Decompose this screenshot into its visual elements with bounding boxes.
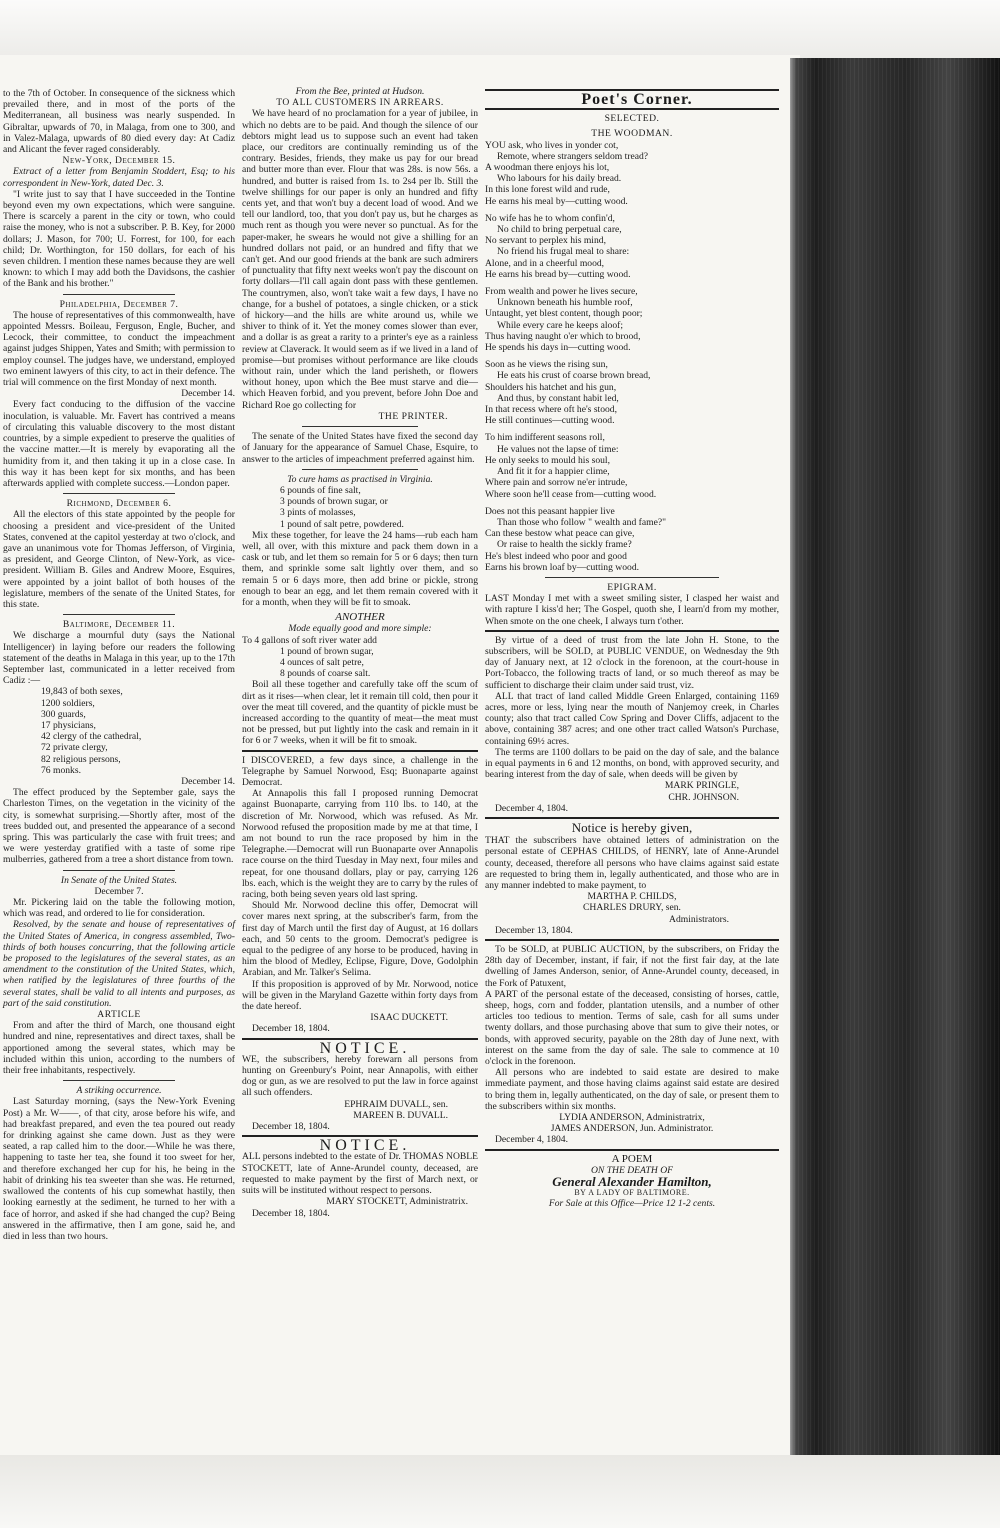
divider	[63, 614, 175, 615]
poem-line: No wife has he to whom confin'd,	[485, 212, 615, 224]
poem-title: THE WOODMAN.	[591, 128, 673, 140]
poem-line: No servant to perplex his mind,	[485, 235, 606, 247]
deaths-item: 1200 soldiers,	[41, 697, 95, 709]
poem-line: No child to bring perpetual care,	[497, 224, 622, 236]
lydia-signature: LYDIA ANDERSON, Administratrix,	[559, 1112, 705, 1124]
poem-ad-name: General Alexander Hamilton,	[552, 1174, 712, 1190]
gale-news: The effect produced by the September gale, says the Charleston Times, on the vegetation in the vicinity of the city, is somewhat surprising.—Shortly after, most of the trees budded out, and presented the appearance of a second spring. This was particularly the case with fruit trees; and we were yesterday gratified with a taste of some ripe mulberries, gathered from a tree a short distance from town.	[3, 787, 235, 866]
dateline: December 18, 1804.	[252, 1207, 330, 1219]
stockett-signature: MARY STOCKETT, Administratrix.	[326, 1196, 468, 1208]
annapolis-race: At Annapolis this fall I proposed running Democrat against Buonaparte, carrying from 110 lbs. to 140, at the discretion of Mr. Norwood, which was refused. As Mr. Norwood refused the proposition made by me at that time, I am not bound to run the race proposed by him in the Telegraphe.—Democrat will run Buonaparte over Annapolis race course on the third Tuesday in May next, four miles and repeat, for one thousand dollars, play or pay, carrying 126 lbs. each, which is the weight they are to carry by the rules of racing, both being seven years old last spring.	[242, 788, 478, 901]
debts-notice: All persons who are indebted to said estate are desired to make immediate payment, and those having claims against said estate are desired to bring them in, legally authenticated, on the day of sale, or present them to the subscribers within six months.	[485, 1067, 779, 1112]
senate-chase: The senate of the United States have fixed the second day of January for the appearance of Samuel Chase, Esquire, to answer to the articles of impeachment preferred against him.	[242, 431, 478, 465]
divider	[242, 750, 478, 752]
cure-instructions: Mix these together, for leave the 24 hams—rub each ham well, all over, with this mixture and pack them down in a cask or tub, and let them so remain for 5 or 6 days; then turn them, and sprinkle some salt lightly over them, and so remain 5 or 6 days more, then add brine or pickle, strong enough to bear an egg, and let them remain covered with it for a month, when they will be fit to smoak.	[242, 529, 478, 608]
poem-line: He spends his days in—cutting wood.	[485, 342, 631, 354]
vaccine-news: Every fact conducing to the diffusion of the vaccine inoculation, is valuable. Mr. Favert has contrived a means of circulating this valuable discovery to the most distant countries, by a simple expedient to preserve the qualities of the vaccine matter.—It is merely by evaporating all the humidity from it, and then taking it up in a close case. In this way it has been kept for six months, and has been afterwards applied with complete success.—London paper.	[3, 399, 235, 489]
malaga-news: to the 7th of October. In consequence of the sickness which prevailed there, and in most of the ports of the Mediterranean, all business was nearly suspended. In Gibraltar, upwards of 70, in Malaga, from one to 300, and in Valez-Malaga, upwards of 80 died every day: At Cadiz and Alicant the fever raged considerably.	[3, 88, 235, 156]
striking-story: Last Saturday morning, (says the New-York Evening Post) a Mr. W——, of that city, arose before his wife, and had breakfast prepared, and even the tea poured out ready for drinking against she came down. Just as they were seated, a rap called him to the door.—While he was there, happening to taste her tea, she found it too sweet for her, and therefore exchanged her cup for his, he being in the habit of drinking his tea sweeter than she was. He returned, swallowed the contents of his cup somewhat hastily, then looking earnestly at the sediment, he turned to her with a face of horror, and asked if she had changed the cup? Being answered in the affirmative, then I am gone, said he, and died in less than two hours.	[3, 1096, 235, 1242]
dateline: December 4, 1804.	[495, 1134, 568, 1146]
poem-line: Earns his brown loaf by—cutting wood.	[485, 561, 640, 573]
recipe-item: To 4 gallons of soft river water add	[242, 634, 377, 646]
poem-line: Untaught, yet blest content, though poor;	[485, 308, 643, 320]
recipe-item: 1 pound of brown sugar,	[280, 645, 374, 657]
poem-line: And fit it for a happier clime,	[497, 466, 610, 478]
deaths-item: 300 guards,	[41, 708, 86, 720]
poem-line: Remote, where strangers seldom tread?	[497, 150, 649, 162]
divider	[63, 294, 175, 295]
recipe-item: 3 pounds of brown sugar, or	[280, 496, 388, 508]
dateline: December 7.	[94, 885, 144, 897]
dateline: December 4, 1804.	[495, 802, 568, 814]
ny-extract: Extract of a letter from Benjamin Stoddert, Esq; to his correspondent in New-York, dated Dec. 3.	[3, 166, 235, 189]
poem-line: Thus having naught o'er which to brood,	[485, 330, 641, 342]
woodman-poem	[485, 140, 779, 573]
hunting-notice: WE, the subscribers, hereby forewarn all persons from hunting on Greenbury's Point, near Annapolis, with either dog or gun, as we are resolved to put the law in force against all such offenders.	[242, 1053, 478, 1099]
estate-sale: A PART of the personal estate of the deceased, consisting of horses, cattle, sheep, hogs, corn and fodder, plantation utensils, and a number of other articles too tedious to mention. Terms of sale, cash for all sums under twenty dollars, and those purchasing above that sum to give their notes, or bonds, with approved security, payable on the 28th day of June next, with interest on the same from the day of sale. The sale to commence at 10 o'clock in the forenoon.	[485, 988, 779, 1068]
divider	[545, 577, 719, 578]
book-binding	[790, 58, 1000, 1458]
proposition-note: If this proposition is approved of by Mr. Norwood, notice will be given in the Maryland Gazette within forty days from the date hereof.	[242, 978, 478, 1013]
poem-line: He eats his crust of coarse brown bread,	[497, 370, 651, 382]
richmond-news: All the electors of this state appointed by the people for choosing a president and vice-president of the United States, convened at the capitol yesterday at two o'clock, and gave an unanimous vote for Thomas Jefferson, of Virginia, as president, and George Clinton, of New-York, as vice-president. William B. Giles and Andrew Moore, Esquires, were appointed by a joint ballot of both houses of the legislature, members of the senate of the United States, for this state.	[3, 509, 235, 610]
poem-line: Who labours for his daily bread.	[497, 173, 622, 185]
senate-heading: In Senate of the United States.	[60, 874, 178, 886]
poem-line: He's blest indeed who poor and good	[485, 550, 627, 562]
poem-line: Soon as he views the rising sun,	[485, 359, 608, 371]
resolution: Resolved, by the senate and house of representatives of the United States of America, in congress assembled, Two-thirds of both houses concurring, that the following article be proposed to the legislatures of the several states, as an amendment to the constitution of the United States, which, when ratified by the legislatures of three fourths of the several states, shall be valid to all intents and purposes, as part of the said constitution.	[3, 919, 235, 1009]
duvall-signature: EPHRAIM DUVALL, sen.	[344, 1098, 448, 1110]
baltimore-dateline: Baltimore, December 11.	[62, 619, 176, 631]
james-signature: JAMES ANDERSON, Jun. Administrator.	[550, 1123, 714, 1135]
poem-line: In this lone forest wild and rude,	[485, 184, 610, 196]
divider	[63, 1080, 175, 1081]
deaths-item: 42 clergy of the cathedral,	[41, 731, 142, 743]
poem-line: Does not this peasant happier live	[485, 505, 615, 517]
richmond-dateline: Richmond, December 6.	[66, 498, 172, 510]
dateline: December 13, 1804.	[495, 924, 573, 936]
notice-heading: NOTICE.	[319, 1039, 411, 1057]
poem-ad-price: For Sale at this Office—Price 12 1-2 cents.	[548, 1198, 716, 1210]
deaths-item: 19,843 of both sexes,	[41, 686, 123, 698]
dateline: December 14.	[181, 775, 235, 787]
deaths-item: 76 monks.	[41, 764, 81, 776]
column-2	[242, 86, 478, 1219]
page-top-margin	[0, 0, 1000, 60]
poem-line: A woodman there enjoys his lot,	[485, 162, 610, 174]
cure-heading: To cure hams as practised in Virginia.	[287, 473, 433, 485]
striking-heading: A striking occurrence.	[76, 1085, 162, 1097]
recipe-item: 6 pounds of fine salt,	[280, 484, 361, 496]
poem-line: Or raise to health the sickly frame?	[497, 539, 632, 551]
another-instructions: Boil all these together and carefully take off the scum of dirt as it rises—when clear, let it remain till cold, then pour it over the meat till covered, and the quantity of pickle must be increased according to the quantity of meat—the meat must not be pressed, but put lightly into the cask and remain in it for 6 or 7 weeks, when it will be fit to smoak.	[242, 679, 478, 747]
poem-ad-subtitle: ON THE DEATH OF	[591, 1164, 673, 1176]
deaths-item: 72 private clergy,	[41, 742, 108, 754]
poem-line: No friend his frugal meal to share:	[497, 246, 630, 258]
column-1	[3, 88, 235, 1242]
poem-line: In that recess where oft he's stood,	[485, 404, 618, 416]
duvall-signature: MAREEN B. DUVALL.	[353, 1109, 448, 1121]
poem-line: He earns his bread by—cutting wood.	[485, 268, 631, 280]
selected-label: SELECTED.	[604, 113, 660, 125]
poem-line: YOU ask, who lives in yonder cot,	[485, 139, 619, 151]
poem-line: Unknown beneath his humble roof,	[497, 297, 633, 309]
divider	[63, 870, 175, 871]
arrears-article: We have heard of no proclamation for a year of jubilee, in which no debts are to be paid. And though the silence of our debtors might lead us to suppose such an event had taken place, our creditors are continually reminding us of the contrary. Besides, friends, they make us pay for our bread and butter more than ever. Flour that was 28s. is now 56s. a hundred, and butter is raised from 1s. to 2s4 per lb. Still the twelve shillings for our paper is only an hundred and fifty cents yet, and that won't buy a decent load of wood. And we tell our landlord, too, that you don't pay us, but he charges as much rent as though you were never so punctual. As for the paper-maker, he swears he would not give a shilling for an hundred dollars not paid, or an hundred and fifty that we can't get. And our good friends at the bank are such admirers of punctuality that fifty next weeks won't pay the discount on forty dollars—I'll call again dont pass with these gentlemen. The countrymen, also, won't take wait a few days, I have no change, for a bushel of potatoes, a single chicken, or a stick of hickory—and the hills are white around us, while we shiver to think of it. Yet the money comes slower than ever, and a dollar is as great a rarity to a printer's eye as a rainless review at Claverack. It would seem as if we lived in a land of promise—but promises without performance are like clouds without rain, under which the land perisheth, or flowers without honey, upon which the Bee must starve and die—which Heaven forbid, and you prevent, before John Doe and Richard Roe go collecting for	[242, 108, 478, 411]
poem-line: Shoulders his hatchet and his gun,	[485, 381, 617, 393]
epigram-text: LAST Monday I met with a sweet smiling sister, I clasped her waist and with rapture I kiss'd her; The Gospel, quoth she, I learn'd from my mother, When smote on the one cheek, I always turn t'other.	[485, 593, 779, 627]
poem-line: And thus, by constant habit led,	[497, 392, 619, 404]
pringle-signature: MARK PRINGLE,	[664, 780, 739, 792]
democrat-offer: Should Mr. Norwood decline this offer, Democrat will cover mares next spring, at the subscriber's farm, from the first day of March until the first day of August, at 16 dollars each, and 50 cents to the groom. Democrat's pedigree is equal to the pedigree of any horse to be produced, having in him the blood of Medley, Eclipse, Figure, Dove, Godolphin Arabian, and Mr. Talker's Selima.	[242, 900, 478, 979]
recipe-item: 3 pints of molasses,	[280, 507, 356, 519]
poem-line: Where soon he'll cease from—cutting wood.	[485, 488, 657, 500]
poem-line: He only seeks to mould his soul,	[485, 454, 610, 466]
divider	[485, 108, 779, 110]
challenge-intro: I DISCOVERED, a few days since, a challenge in the Telegraphe by Samuel Norwood, Esq; Buonaparte against Democrat.	[242, 754, 478, 788]
childs-signature: MARTHA P. CHILDS,	[587, 891, 677, 903]
poets-corner-heading: Poet's Corner.	[581, 91, 693, 108]
trust-sale: By virtue of a deed of trust from the late John H. Stone, to the subscribers, will be SOLD, at PUBLIC VENDUE, on Wednesday the 9th day of January next, at 12 o'clock in the forenoon, at the court-house in Port-Tobacco, the following tracts of land, or so much thereof as may be sufficient to discharge their claim under said trust, viz.	[485, 634, 779, 691]
divider	[63, 493, 175, 494]
recipe-item: 8 pounds of coarse salt.	[280, 668, 371, 680]
another-subheading: Mode equally good and more simple:	[288, 623, 432, 635]
phila-dateline: Philadelphia, December 7.	[59, 298, 179, 310]
phila-news: The house of representatives of this commonwealth, have appointed Messrs. Boileau, Ferguson, Engle, Bucher, and Lecock, their committee, to conduct the impeachment against judges Shippen, Yates and Smith; with permission to employ counsel. The judges have, we understand, employed two eminent lawyers of this city, to act in their defence. The trial will commence on the first Monday of next month.	[3, 309, 235, 389]
baltimore-news: We discharge a mournful duty (says the National Intelligencer) in laying before our readers the following statement of the deaths in Malaga in this year, up to the 17th September last, communicated in a letter received from Cadiz :—	[3, 630, 235, 687]
poem-line: Than those who follow " wealth and fame?"	[497, 516, 667, 528]
article-heading: ARTICLE	[97, 1009, 141, 1021]
poem-line: From wealth and power he lives secure,	[485, 286, 638, 298]
dateline: December 14.	[181, 388, 235, 400]
johnson-signature: CHR. JOHNSON.	[668, 791, 739, 803]
article-text: From and after the third of March, one thousand eight hundred and nine, representatives and direct taxes, shall be apportioned among the several states, which may be included within this union, according to the numbers of their free inhabitants, respectively.	[3, 1020, 235, 1077]
epigram-heading: EPIGRAM.	[607, 581, 657, 593]
column-3	[485, 86, 779, 1210]
divider	[485, 1149, 779, 1151]
poem-line: While every care he keeps aloof;	[497, 319, 623, 331]
deaths-item: 17 physicians,	[41, 719, 96, 731]
poem-line: Alone, and in a cheerful mood,	[485, 257, 605, 269]
childs-notice: THAT the subscribers have obtained letters of administration on the personal estate of CEPHAS CHILDS, of HENRY, late of Anne-Arundel county, deceased, therefore all persons who have claims against said estate are requested to bring them in, legally authenticated, and those who are in any manner indebted to make payment, to	[485, 835, 779, 891]
poem-line: To him indifferent seasons roll,	[485, 432, 605, 444]
arrears-heading: TO ALL CUSTOMERS IN ARREARS.	[276, 97, 444, 109]
poem-line: Can these bestow what peace can give,	[485, 528, 635, 540]
senate-motion: Mr. Pickering laid on the table the following motion, which was read, and ordered to lie for consideration.	[3, 897, 235, 920]
drury-signature: CHARLES DRURY, sen.	[583, 902, 681, 914]
divider	[302, 469, 418, 470]
notice-heading: Notice is hereby given,	[571, 819, 693, 835]
poem-ad-author: BY A LADY OF BALTIMORE.	[574, 1188, 690, 1198]
duckett-signature: ISAAC DUCKETT.	[370, 1012, 448, 1024]
recipe-item: 4 ounces of salt petre,	[280, 656, 364, 668]
poem-line: Where pain and sorrow ne'er intrude,	[485, 477, 628, 489]
recipe-item: 1 pound of salt petre, powdered.	[280, 518, 404, 530]
poem-line: He still continues—cutting wood.	[485, 415, 615, 427]
poem-ad-title: A POEM	[611, 1152, 653, 1165]
stockett-notice: ALL persons indebted to the estate of Dr. THOMAS NOBLE STOCKETT, late of Anne-Arundel county, deceased, are requested to make payment by the first of March next, or suits will be instituted without respect to persons.	[242, 1151, 478, 1197]
land-tracts: ALL that tract of land called Middle Green Enlarged, containing 1169 acres, more or less, lying near the mouth of Nanjemoy creek, in Charles county; also that tract called Cow Spring and Dover Cliffs, adjacent to the above, containing 387 acres; and one other tract called Watson's Purchase, containing 69½ acres.	[485, 690, 779, 747]
divider	[485, 630, 779, 632]
divider	[302, 426, 418, 427]
divider	[485, 817, 779, 819]
notice-heading: NOTICE.	[319, 1137, 411, 1155]
ny-letter: "I write just to say that I have succeeded in the Tontine beyond even my own expectations, which were sanguine. There is scarcely a parent in the city or town, who could raise the money, who is not a subscriber. P. B. Key, for 2000 dollars; J. Mason, for 700; U. Forrest, for 100, for each child; Dr. Worthington, for 150 dollars, for each of his seven children. I mention these names because they are well known: to which I may add both the Davidsons, the cashier of the Bank and his brother."	[3, 188, 235, 290]
dateline: December 18, 1804.	[252, 1121, 330, 1133]
divider	[485, 939, 779, 941]
administrators-label: Administrators.	[669, 913, 729, 925]
page-bottom-margin	[0, 1455, 1000, 1528]
deaths-item: 82 religious persons,	[41, 753, 121, 765]
poem-line: He values not the lapse of time:	[497, 443, 619, 455]
auction-notice: To be SOLD, at PUBLIC AUCTION, by the subscribers, on Friday the 28th day of December, instant, if fair, if not the first fair day, at the late dwelling of James Anderson, senior, of Anne-Arundel county, deceased, in the Fork of Patuxent,	[485, 944, 779, 989]
source-line: From the Bee, printed at Hudson.	[295, 86, 425, 97]
printer-signature: THE PRINTER.	[378, 410, 448, 422]
ny-dateline: New-York, December 15.	[62, 155, 176, 167]
sale-terms: The terms are 1100 dollars to be paid on the day of sale, and the balance in equal payments in 6 and 12 months, on bond, with approved security, and bearing interest from the day of sale, when deeds will be given by	[485, 746, 779, 781]
poem-line: He earns his meal by—cutting wood.	[485, 195, 628, 207]
dateline: December 18, 1804.	[252, 1023, 330, 1035]
another-heading: ANOTHER	[335, 611, 385, 624]
